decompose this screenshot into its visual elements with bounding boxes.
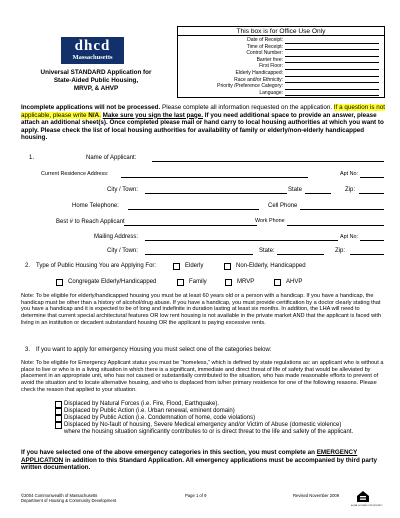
logo-main-text: dhcd — [74, 38, 111, 54]
copyright-text: ©2004 Commonwealth of Massachusetts — [21, 493, 98, 498]
office-field-label: Control Number: — [246, 50, 283, 57]
non-elderly-handicapped-checkbox[interactable] — [224, 263, 231, 270]
mailing-address-label: Mailing Address: — [94, 234, 139, 240]
apt-no-label: Apt No: — [340, 171, 358, 177]
instructions-paragraph — [21, 104, 385, 142]
office-field-line[interactable] — [285, 89, 379, 90]
emergency-eligibility-note: Note: To be eligible for Emergency Applicant status you must be “homeless,” which is defined by state regulations as: an applicant who is without a place to live or who is in a living situation in which there is a significant, immediate and direct threat of life of safety that would be alleviated by placement in an appropriate unit, who has not caused or substantially contributed to the situation, who has made reasonable efforts to prevent of avoid the situation and to locate alternative housing, and who is displaced from is/her primary residence for one of the following reasons. Please check the reason that applied to your situation. — [21, 360, 384, 393]
no-fault-label-continued: where the housing situation significantly contributes to or is direct threat to the life and safety of the applicant. — [64, 429, 354, 435]
additional-space-text: If you need additional space to provide an answer, please attach an additional sheet(s). Once completed please mail or hand carry to local housing authorities at which you want to apply. Please check the list of local housing authorities for availability of family or elderly/non-elderly handicapped housing. — [21, 111, 384, 142]
office-field-line[interactable] — [285, 82, 379, 83]
page-number: Page 1 of 9 — [185, 493, 207, 498]
cell-phone-label: Cell Phone — [268, 203, 298, 209]
natural-forces-label: Displaced by Natural Forces (i.e. Fire, Flood, Earthquake). — [64, 401, 220, 407]
zip-2-field[interactable] — [350, 254, 384, 255]
office-field-line[interactable] — [285, 62, 379, 63]
housing-type-question: Type of Public Housing You are Applying For: — [36, 263, 157, 269]
emergency-application-link[interactable]: EMERGENCY APPLICATION — [21, 449, 358, 464]
office-field-line[interactable] — [285, 43, 379, 44]
non-elderly-handicapped-label: Non-Elderly, Handicapped — [236, 263, 306, 269]
current-address-label: Current Residence Address: — [41, 171, 109, 177]
emergency-note-part-1: If you have selected one of the above emergency categories in this section, you must complete an — [21, 449, 315, 456]
office-field-label: Date of Receipt: — [247, 37, 283, 43]
office-field-label: Barrier free: — [256, 56, 283, 63]
home-phone-field[interactable] — [128, 209, 259, 210]
logo-sub-text: Massachusetts — [72, 54, 113, 61]
natural-forces-checkbox[interactable] — [55, 401, 62, 408]
question-3-number: 3. — [25, 347, 31, 353]
complete-info-text: Please complete all information requested on the application. — [162, 104, 333, 111]
emergency-note-part-2: in addition to this Standard Application. All emergency applications must be accompanied by third party written documentation. — [21, 456, 377, 472]
office-field-line[interactable] — [285, 49, 379, 50]
mrvp-checkbox[interactable] — [225, 279, 232, 286]
zip-2-label: Zip: — [335, 248, 346, 254]
equal-housing-icon — [356, 490, 370, 504]
state-2-field[interactable] — [277, 254, 324, 255]
form-title-line-3: MRVP, & AHVP — [73, 85, 119, 92]
apt-no-2-field[interactable] — [360, 240, 384, 241]
office-field-line[interactable] — [285, 69, 379, 70]
mailing-address-field[interactable] — [145, 240, 338, 241]
work-phone-field[interactable] — [287, 225, 384, 226]
department-text: Department of Housing & Community Development — [21, 498, 117, 503]
work-phone-label: Work Phone — [255, 218, 285, 224]
condemnation-label: Displaced by Public Action (i.e. Condemnation of home, code violations) — [64, 415, 256, 421]
urban-renewal-label: Displaced by Public Action (i.e. Urban renewal, eminent domain) — [64, 408, 235, 414]
elderly-checkbox[interactable] — [173, 263, 180, 270]
office-use-box — [177, 26, 385, 98]
urban-renewal-checkbox[interactable] — [55, 408, 62, 415]
equal-housing-text: EQUAL HOUSING OPPORTUNITY — [351, 505, 383, 507]
form-title-line-1: Universal STANDARD Application for — [40, 69, 152, 76]
cell-phone-field[interactable] — [300, 209, 384, 210]
question-1-number: 1. — [29, 155, 35, 161]
na-value: N/A — [88, 111, 100, 119]
incomplete-warning: Incomplete applications will not be processed. — [21, 104, 161, 111]
office-field-label: Elderly Handicapped: — [235, 70, 283, 76]
zip-field[interactable] — [359, 193, 384, 194]
applicant-name-label: Name of Applicant: — [86, 155, 137, 161]
dhcd-logo — [61, 37, 124, 64]
emergency-application-note — [21, 449, 385, 472]
apt-no-field[interactable] — [360, 177, 384, 178]
zip-label: Zip: — [345, 187, 356, 193]
office-field-line[interactable] — [285, 76, 379, 77]
office-field-label: Priority /Preference Category: — [217, 83, 283, 90]
city-town-label: City / Town: — [107, 187, 138, 193]
family-label: Family — [189, 279, 207, 285]
family-checkbox[interactable] — [177, 279, 184, 286]
no-fault-label: Displaced by No-fault of housing, Severe Medical emergency and/or Victim of Abuse (domestic violence) — [64, 422, 342, 428]
city-town-2-label: City / Town: — [107, 248, 138, 254]
best-reach-label: Best # to Reach Applicant — [56, 219, 125, 225]
state-field[interactable] — [305, 193, 331, 194]
congregate-label: Congregate Elderly/Handicapped — [68, 279, 157, 285]
no-fault-checkbox[interactable] — [55, 422, 62, 429]
city-town-field[interactable] — [145, 193, 287, 194]
eligibility-note: Note: To be eligible for elderly/handicapped housing you must be at least 60 years old or a person with a handicap. If you have a handicap, the handicap must be other than a history of alcohol/drug abuse. If you have a handicap, you must provide certification by a doctor clearly stating that you have a handicap and it is expected to be of long and indefinite in duration lasting at least six months. In addition, the LHA will need to determine that current special architectural features OR low rent housing is not available in the private market AND that the applicant is faced with living in an institution or decadent substandard housing OR the applicant is paying excessive rents. — [21, 293, 382, 326]
mrvp-label: MRVP — [237, 279, 255, 285]
condemnation-checkbox[interactable] — [55, 415, 62, 422]
home-phone-label: Home Telephone: — [72, 203, 119, 209]
elderly-label: Elderly — [185, 263, 204, 269]
na-period: . — [99, 111, 101, 119]
na-instruction: If a question is not applicable, please write — [21, 104, 385, 119]
state-2-label: State: — [259, 248, 275, 254]
office-field-label: Race and/or Ethnicity: — [234, 76, 283, 83]
sign-last-page-text: Make sure you sign the last page. — [102, 111, 204, 119]
office-field-label: First Floor: — [259, 63, 283, 70]
office-field-label: Time of Receipt: — [246, 43, 283, 50]
ahvp-checkbox[interactable] — [274, 279, 281, 286]
best-reach-field[interactable] — [124, 225, 257, 226]
ahvp-label: AHVP — [286, 279, 303, 285]
office-field-line[interactable] — [285, 95, 379, 96]
congregate-checkbox[interactable] — [56, 279, 63, 286]
current-address-field[interactable] — [121, 177, 308, 178]
question-2-number: 2. — [25, 263, 31, 269]
office-use-heading: This box is for Office Use Only — [178, 27, 384, 36]
office-field-line[interactable] — [285, 56, 379, 57]
city-town-2-field[interactable] — [145, 254, 253, 255]
applicant-name-field[interactable] — [152, 161, 384, 162]
state-label: State — [288, 187, 303, 193]
office-field-label: Language: — [259, 89, 283, 96]
form-title-line-2: State-Aided Public Housing, — [53, 77, 139, 84]
revised-date: Revised November 2009 — [293, 493, 340, 498]
apt-no-2-label: Apt No: — [340, 234, 358, 240]
emergency-question: If you want to apply for emergency Housing you must select one of the categories below: — [36, 347, 272, 353]
